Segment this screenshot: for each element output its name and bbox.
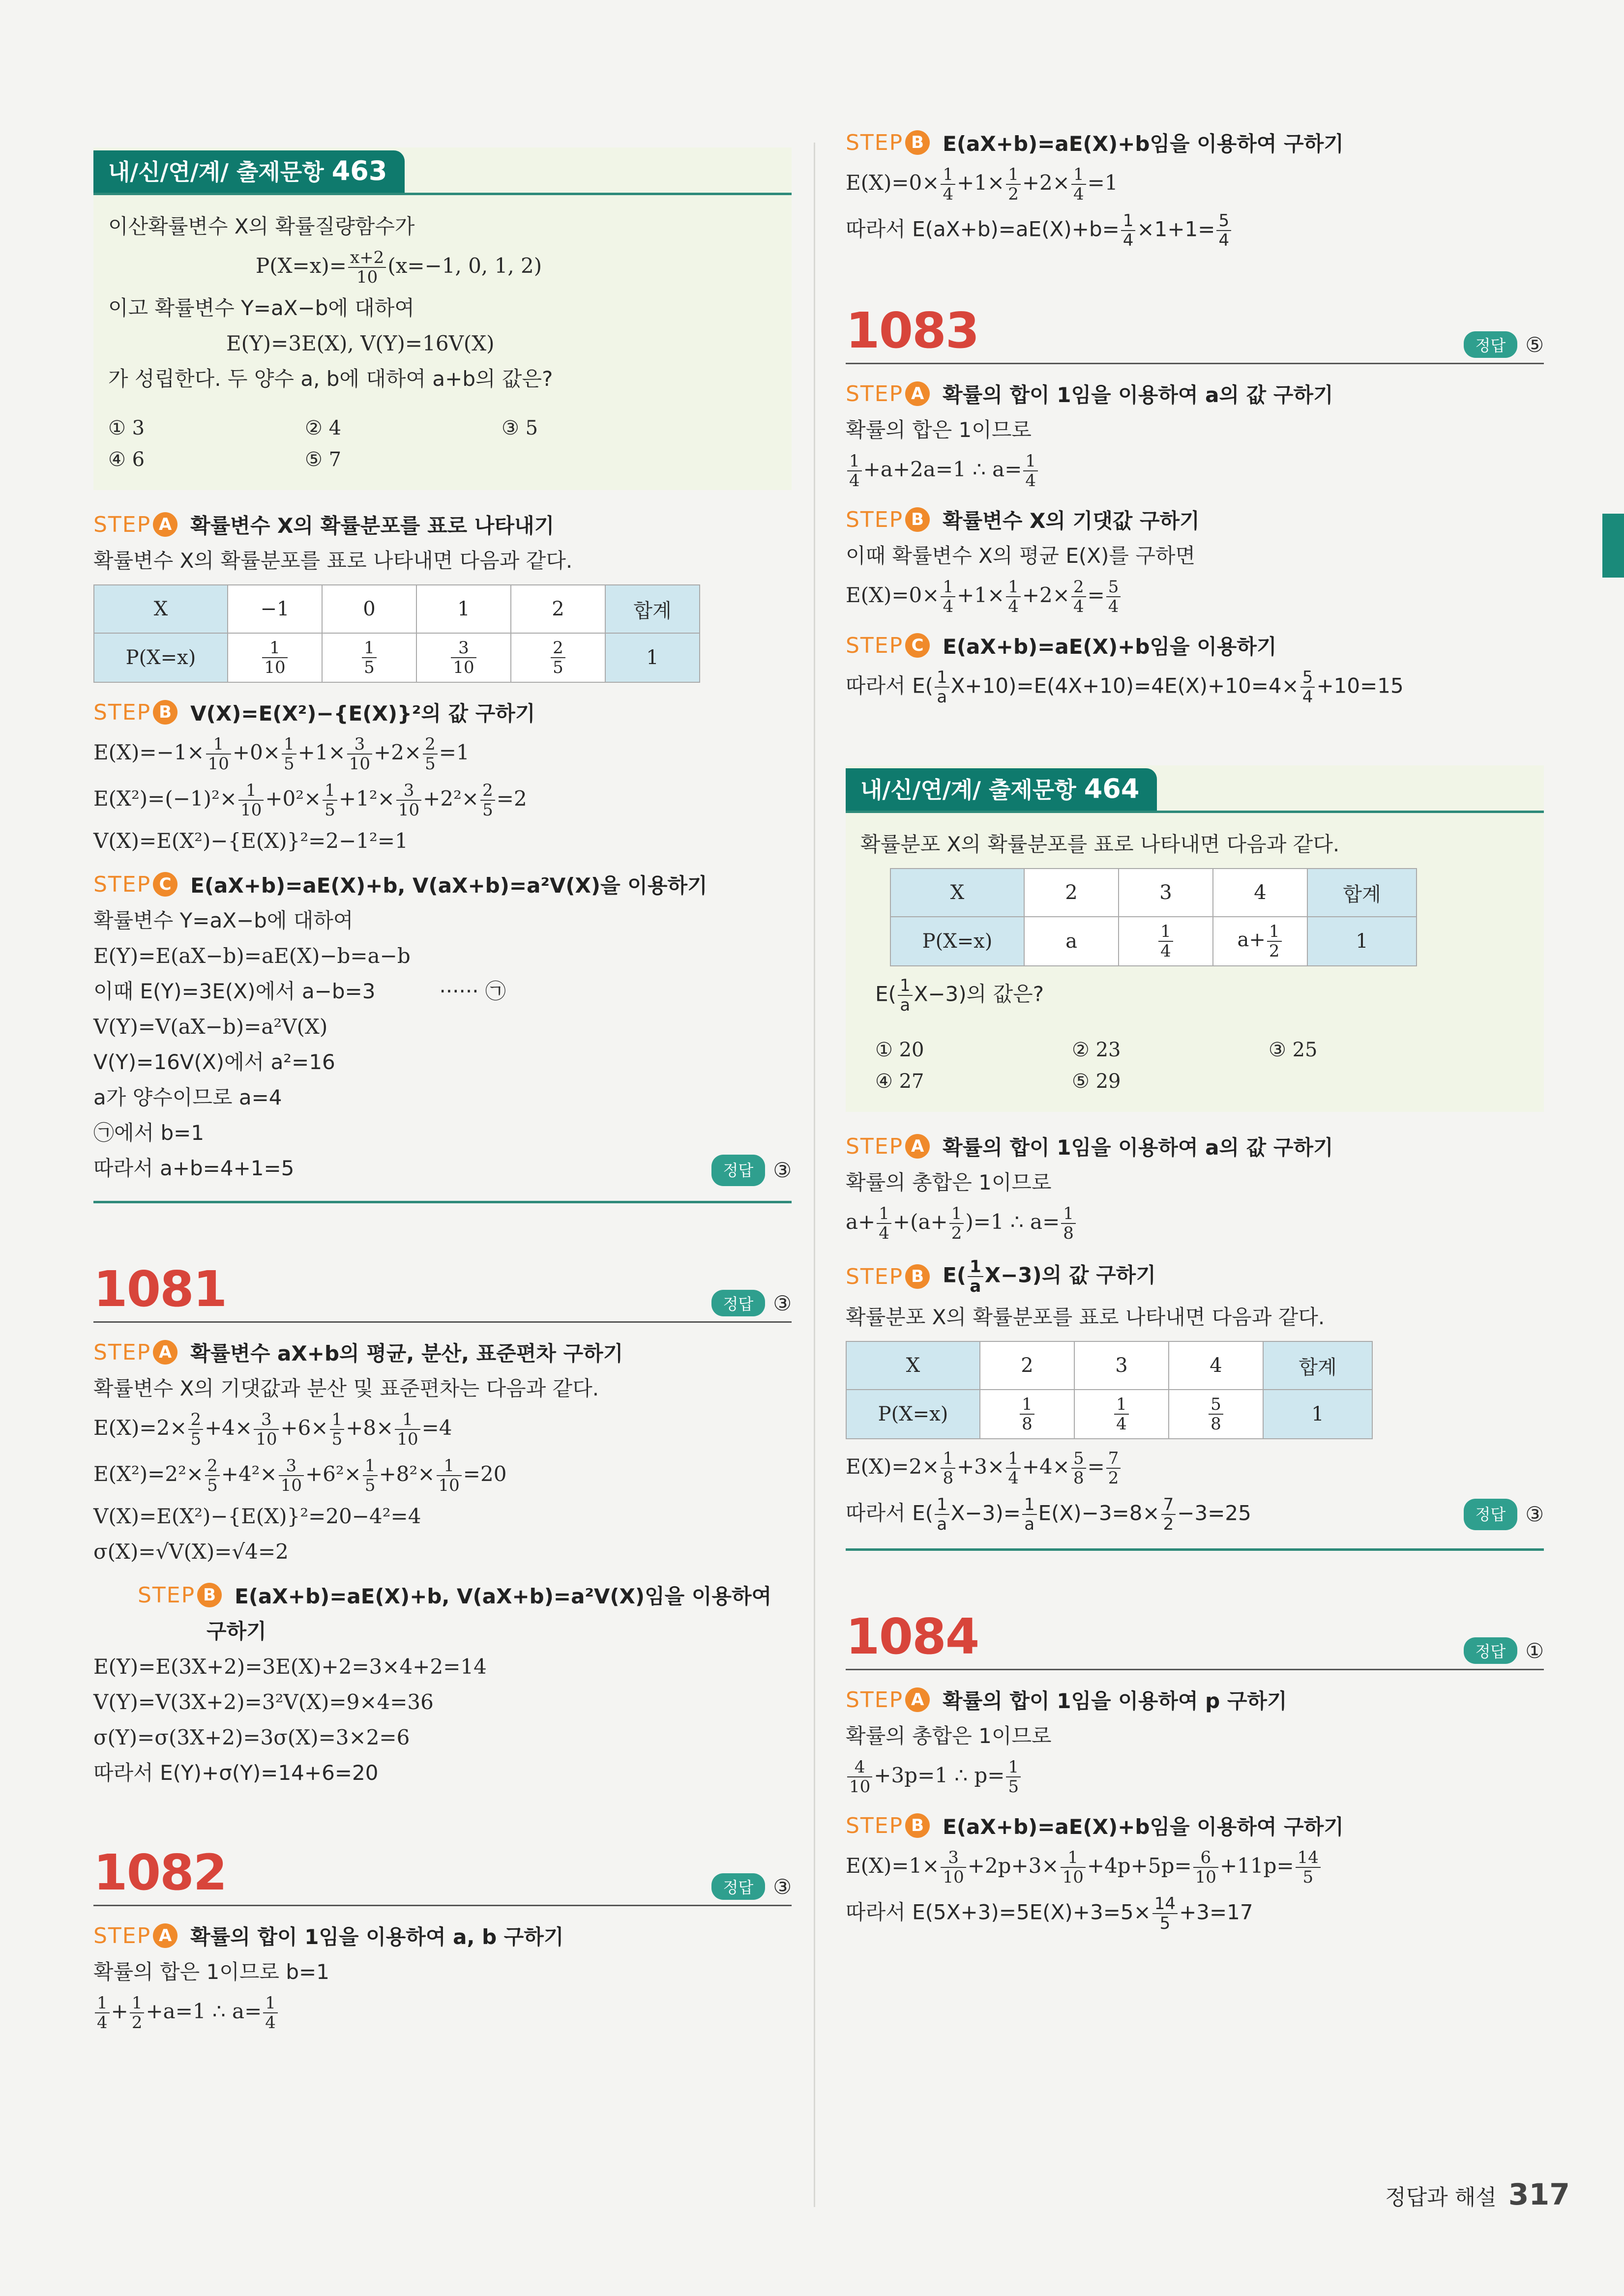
choice-2[interactable]: ② 4 [305,417,342,439]
calc-line: 확률의 총합은 1이므로 [846,1170,1052,1194]
table-total-header: 합계 [605,585,700,633]
calc-line: σ(X)=√V(X)=√4=2 [93,1540,289,1564]
distribution-table [93,584,700,683]
problem-number: 1084 [846,1608,979,1665]
answer-1084: 정답 ① [1464,1637,1544,1664]
answer-choices [108,412,777,475]
calc-line: σ(Y)=σ(3X+2)=3σ(X)=3×2=6 [93,1725,410,1749]
step-a: STEP A 확률의 합이 1임을 이용하여 a의 값 구하기 [846,1133,1333,1160]
table-cell: $\frac{3}{10}$ [416,633,511,682]
question-line: 가 성립한다. 두 양수 a, b에 대하여 a+b의 값은? [108,367,553,391]
table-cell: −1 [228,585,322,633]
calc-line: 이때 확률변수 X의 평균 E(X)를 구하면 [846,544,1196,568]
choice-1[interactable]: ① 3 [108,417,145,439]
calc-line: 따라서 a+b=4+1=5 정답 ③ [93,1155,792,1186]
answer-1081: 정답 ③ [711,1290,792,1316]
calc-line: $\frac{1}{4}$ +a+2a=1 ∴ a= $\frac{1}{4}$ [846,452,1544,490]
pmf-left: P(X=x)= [256,254,347,278]
step-b: STEP B E(aX+b)=aE(X)+b, V(aX+b)=a²V(X)임을 이용하여 [138,1582,772,1608]
problem-464-box [846,765,1544,1112]
footer-label: 정답과 해설 [1385,2185,1497,2210]
calc-line: 따라서 E( $\frac{1}{a}$ X+10)=E(4X+10)=4E(X)+10=4× $\frac{5}{4}$ +10=15 [846,668,1404,707]
problem-number: 1081 [93,1260,227,1318]
calc-line: E(X)=0× $\frac{1}{4}$ +1× $\frac{1}{2}$ +2× $\frac{1}{4}$ =1 [846,165,1118,204]
calc-line: 따라서 E( $\frac{1}{a}$ X−3)= $\frac{1}{a}$ E(X)−3=8× $\frac{7}{2}$ −3=25 정답 ③ [846,1495,1544,1534]
answer-464: 정답 ③ [1464,1495,1544,1534]
step-c: STEP C E(aX+b)=aE(X)+b임을 이용하기 [846,633,1277,659]
section-end-rule [846,1548,1544,1551]
choice-3[interactable]: ③ 5 [502,417,538,439]
question-line: E( $\frac{1}{a}$ X−3)의 값은? [875,976,1044,1015]
problem-1082-header [93,1846,792,1906]
page-footer [1385,2178,1570,2212]
calc-line: $\frac{4}{10}$ +3p=1 ∴ p= $\frac{1}{5}$ [846,1758,1544,1796]
step-b: STEP B E(aX+b)=aE(X)+b임을 이용하여 구하기 [846,1813,1344,1839]
choice-5[interactable]: ⑤ 29 [1072,1070,1121,1093]
calc-line: 따라서 E(Y)+σ(Y)=14+6=20 [93,1761,379,1785]
page-number: 317 [1508,2178,1570,2212]
question-line: 이고 확률변수 Y=aX−b에 대하여 [108,296,414,320]
choice-5[interactable]: ⑤ 7 [305,448,342,471]
problem-463-box [93,147,792,490]
step-b: STEP B E( $\frac{1}{a}$ X−3)의 값 구하기 [846,1257,1156,1296]
step-a: STEP A 확률변수 aX+b의 평균, 분산, 표준편차 구하기 [93,1339,623,1366]
problem-1084-header [846,1610,1544,1670]
pmf-formula [108,248,777,287]
calc-line: a가 양수이므로 a=4 [93,1085,282,1109]
chapter-tab-marker [1602,514,1624,578]
table-cell: $\frac{1}{5}$ [322,633,416,682]
step-a-line: 확률변수 X의 확률분포를 표로 나타내면 다음과 같다. [93,549,573,573]
step-a: STEP A 확률의 합이 1임을 이용하여 a, b 구하기 [93,1923,564,1949]
fraction [348,248,386,287]
calc-line: V(Y)=16V(X)에서 a²=16 [93,1050,335,1074]
calc-line: E(X²)=(−1)²× $\frac{1}{10}$ +0²× $\frac{1}{5}$ +1²× $\frac{3}{10}$ +2²× $\frac{2}{5}$ =2 [93,781,527,820]
question-line: 이산확률변수 X의 확률질량함수가 [108,214,415,238]
step-badge-a: A [153,512,177,537]
right-column [846,128,1544,1941]
question-condition: E(Y)=3E(X), V(Y)=16V(X) [226,331,495,355]
calc-line: 확률의 합은 1이므로 b=1 [93,1960,329,1984]
calc-line: E(X)=0× $\frac{1}{4}$ +1× $\frac{1}{4}$ +2× $\frac{2}{4}$ = $\frac{5}{4}$ [846,578,1544,616]
table-cell: $\frac{1}{10}$ [228,633,322,682]
answer-463: 정답 ③ [711,1155,792,1186]
calc-line: V(Y)=V(3X+2)=3²V(X)=9×4=36 [93,1690,434,1714]
step-b: STEP B 확률변수 X의 기댓값 구하기 [846,507,1200,533]
problem-1081-header [93,1262,792,1323]
answer-choices [860,1034,1529,1097]
frac-den: 10 [356,267,378,287]
column-divider [814,143,815,2207]
calc-line: a+ $\frac{1}{4}$ +(a+ $\frac{1}{2}$ )=1 ∴ a= $\frac{1}{8}$ [846,1204,1544,1243]
distribution-table: X 2 3 4 합계 P(X=x) a $\frac{1}{4}$ a+ $\frac{1}{2}$ 1 [890,868,1417,966]
choice-4[interactable]: ④ 6 [108,448,145,471]
calc-line: E(X)=1× $\frac{3}{10}$ +2p+3× $\frac{1}{10}$ +4p+5p= $\frac{6}{10}$ +11p= $\frac{14}{5}$ [846,1848,1544,1887]
step-a-title: 확률변수 X의 확률분포를 표로 나타내기 [190,514,555,538]
calc-line: 따라서 E(aX+b)=aE(X)+b= $\frac{1}{4}$ ×1+1= $\frac{5}{4}$ [846,211,1544,250]
calc-line: V(X)=E(X²)−{E(X)}²=2−1²=1 [93,829,408,853]
choice-3[interactable]: ③ 25 [1269,1039,1318,1061]
frac-num: x+2 [348,248,386,268]
calc-line: 확률의 총합은 1이므로 [846,1724,1052,1748]
calc-line: E(X)=2× $\frac{2}{5}$ +4× $\frac{3}{10}$ +6× $\frac{1}{5}$ +8× $\frac{1}{10}$ =4 [93,1410,452,1449]
calc-line: 확률의 합은 1이므로 [846,418,1032,442]
problem-464-tag: 내/신/연/계/ 출제문항 464 [846,768,1157,811]
tag-label: 내/신/연/계/ 출제문항 [108,159,324,185]
step-b: STEP B V(X)=E(X²)−{E(X)}²의 값 구하기 [93,698,792,727]
calc-line: $\frac{1}{4}$ + $\frac{1}{2}$ +a=1 ∴ a= $\frac{1}{4}$ [93,1994,792,2032]
tag-number: 463 [331,155,387,186]
step-a: STEP A 확률의 합이 1임을 이용하여 p 구하기 [846,1687,1287,1713]
choice-4[interactable]: ④ 27 [875,1070,924,1093]
step-a: STEP A 확률의 합이 1임을 이용하여 a의 값 구하기 [846,381,1333,407]
step-b-title: V(X)=E(X²)−{E(X)}²의 값 구하기 [190,701,535,726]
step-a: STEP A 확률변수 X의 확률분포를 표로 나타내기 [93,510,792,539]
calc-line: ㉠에서 b=1 [93,1121,205,1145]
table-cell: 2 [511,585,605,633]
calc-line: V(X)=E(X²)−{E(X)}²=20−4²=4 [93,1504,421,1528]
step-b: STEP B E(aX+b)=aE(X)+b임을 이용하여 구하기 [846,130,1344,156]
section-end-rule [93,1201,792,1203]
table-row-label: P(X=x) [94,633,228,682]
calc-line: 확률변수 Y=aX−b에 대하여 [93,908,354,932]
step-b-title-cont: 구하기 [207,1619,266,1643]
calc-line: V(Y)=V(aX−b)=a²V(X) [93,1015,328,1039]
table-cell: $\frac{2}{5}$ [511,633,605,682]
problem-number: 1083 [846,302,979,359]
calc-line: 이때 E(Y)=3E(X)에서 a−b=3 ······ ㉠ [93,979,506,1003]
answer-1083: 정답 ⑤ [1464,331,1544,358]
calc-line: E(Y)=E(3X+2)=3E(X)+2=3×4+2=14 [93,1655,487,1679]
problem-number: 1082 [93,1844,227,1901]
choice-1[interactable]: ① 20 [875,1039,924,1061]
question-line: 확률분포 X의 확률분포를 표로 나타내면 다음과 같다. [860,832,1340,856]
calc-line: E(X)=−1× $\frac{1}{10}$ +0× $\frac{1}{5}$ +1× $\frac{3}{10}$ +2× $\frac{2}{5}$ =1 [93,734,470,774]
step-c: STEP C E(aX+b)=aE(X)+b, V(aX+b)=a²V(X)을 이용하기 [93,870,792,899]
calc-line: E(X²)=2²× $\frac{2}{5}$ +4²× $\frac{3}{10}$ +6²× $\frac{1}{5}$ +8²× $\frac{1}{10}$ =20 [93,1456,507,1495]
calc-line: E(X)=2× $\frac{1}{8}$ +3× $\frac{1}{4}$ +4× $\frac{5}{8}$ = $\frac{7}{2}$ [846,1449,1544,1487]
left-column [93,147,792,2040]
problem-463-tag [93,150,405,193]
distribution-table-2: X 2 3 4 합계 P(X=x) $\frac{1}{8}$ $\frac{1}{4}$ $\frac{5}{8}$ 1 [846,1341,1373,1439]
table-cell: 1 [416,585,511,633]
problem-1083-header [846,304,1544,364]
table-cell: 0 [322,585,416,633]
calc-line: 따라서 E(5X+3)=5E(X)+3=5× $\frac{14}{5}$ +3=17 [846,1894,1253,1933]
answer-1082: 정답 ③ [711,1873,792,1900]
step-c-title: E(aX+b)=aE(X)+b, V(aX+b)=a²V(X)을 이용하기 [190,873,708,898]
calc-line: E(Y)=E(aX−b)=aE(X)−b=a−b [93,944,411,968]
table-header: X [94,585,228,633]
pmf-domain: (x=−1, 0, 1, 2) [387,254,542,278]
calc-line: 확률분포 X의 확률분포를 표로 나타내면 다음과 같다. [846,1305,1325,1329]
choice-2[interactable]: ② 23 [1072,1039,1121,1061]
table-total: 1 [605,633,700,682]
calc-line: 확률변수 X의 기댓값과 분산 및 표준편차는 다음과 같다. [93,1376,599,1400]
